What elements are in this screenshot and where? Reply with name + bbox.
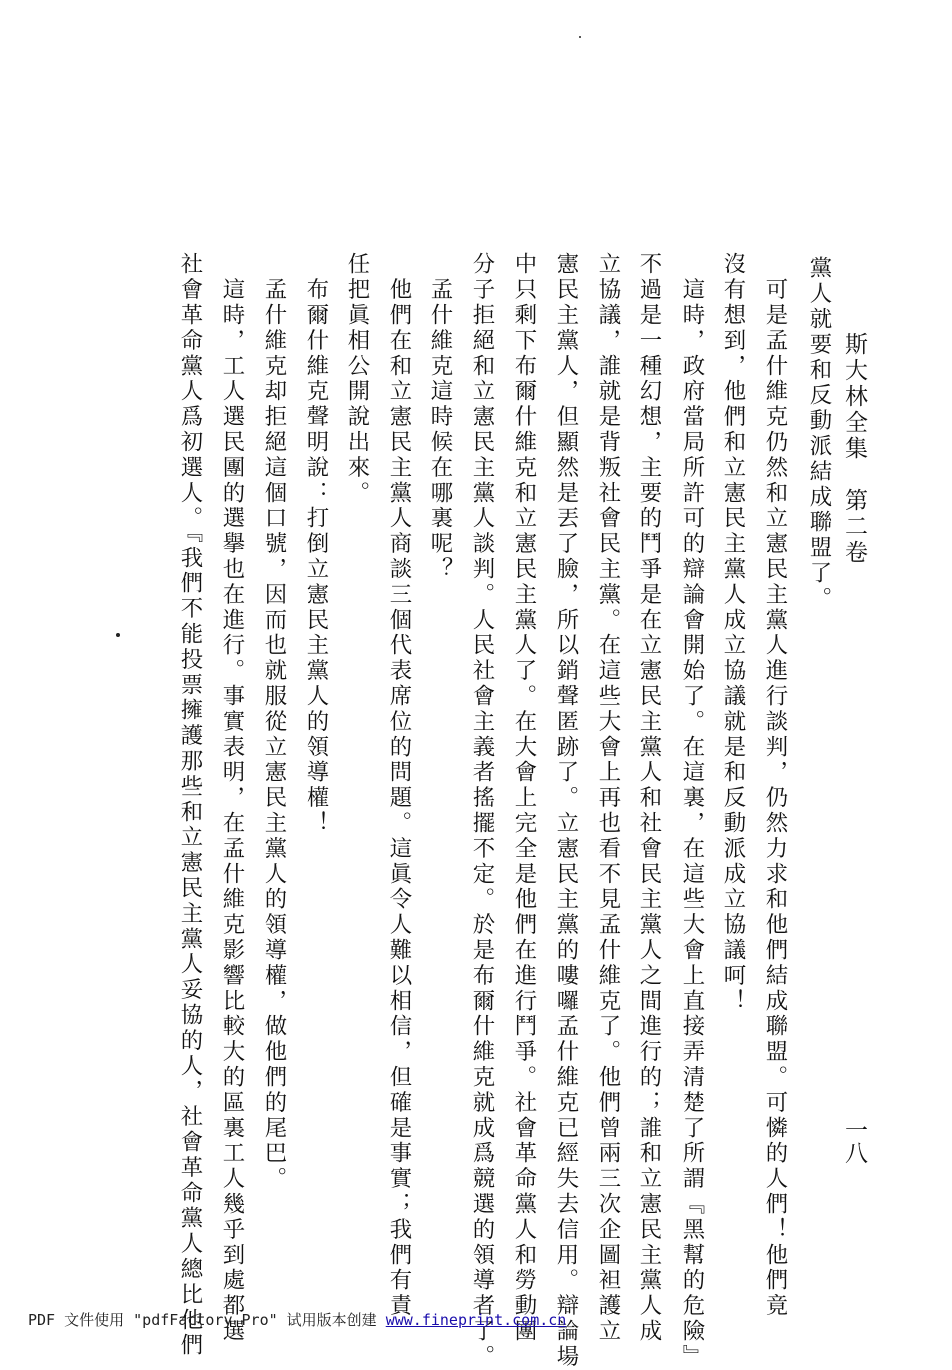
text-column-8: 中只剩下布爾什維克和立憲民主黨人了。在大會上完全是他們在進行鬥爭。社會革命黨人和勞動團 <box>511 252 537 1345</box>
text-column-16: 社會革命黨人爲初選人。『我們不能投票擁護那些和立憲民主黨人妥協的人，社會革命黨人總比他們 <box>177 252 203 1359</box>
text-column-2: 可是孟什維克仍然和立憲民主黨人進行談判，仍然力求和他們結成聯盟。可憐的人們！他們竟 <box>762 252 788 1319</box>
text-column-9: 分子拒絕和立憲民主黨人談判。人民社會主義者搖擺不定。於是布爾什維克就成爲競選的領導者了。 <box>469 252 495 1370</box>
page-number: 一八 <box>841 1118 867 1164</box>
text-column-10: 孟什維克這時候在哪裏呢？ <box>427 252 453 583</box>
footer-text: PDF 文件使用 "pdfFactory Pro" 试用版本创建 <box>28 1311 386 1329</box>
book-title: 斯大林全集 第二卷 <box>841 332 867 566</box>
text-column-7: 憲民主黨人，但顯然是丟了臉，所以銷聲匿跡了。立憲民主黨的嘍囉孟什維克已經失去信用。辯論場 <box>553 252 579 1370</box>
scan-speck <box>116 633 120 637</box>
text-column-15: 這時，工人選民團的選擧也在進行。事實表明，在孟什維克影響比較大的區裏工人幾乎到處都選 <box>219 252 245 1345</box>
text-column-12: 任把眞相公開說出來。 <box>344 252 370 506</box>
footer-link[interactable]: www.fineprint.com.cn <box>385 1311 567 1329</box>
text-column-13: 布爾什維克聲明說：打倒立憲民主黨人的領導權！ <box>303 252 329 837</box>
text-column-5: 不過是一種幻想，主要的鬥爭是在立憲民主黨人和社會民主黨人之間進行的；誰和立憲民主黨人成 <box>636 252 662 1345</box>
scan-speck-top <box>579 36 581 38</box>
text-column-3: 沒有想到，他們和立憲民主黨人成立協議就是和反動派成立協議呵！ <box>720 252 746 1014</box>
text-column-11: 他們在和立憲民主黨人商談三個代表席位的問題。這眞令人難以相信，但確是事實；我們有責 <box>386 252 412 1319</box>
text-column-1: 黨人就要和反動派結成聯盟了。 <box>806 256 832 612</box>
pdf-watermark-footer <box>28 1309 566 1330</box>
text-column-6: 立協議，誰就是背叛社會民主黨。在這些大會上再也看不見孟什維克了。他們曾兩三次企圖袒護立 <box>595 252 621 1345</box>
text-column-14: 孟什維克却拒絕這個口號，因而也就服從立憲民主黨人的領導權，做他們的尾巴。 <box>261 252 287 1192</box>
text-column-4: 這時，政府當局所許可的辯論會開始了。在這裏，在這些大會上直接弄清楚了所謂『黑幫的危險』 <box>679 252 705 1370</box>
